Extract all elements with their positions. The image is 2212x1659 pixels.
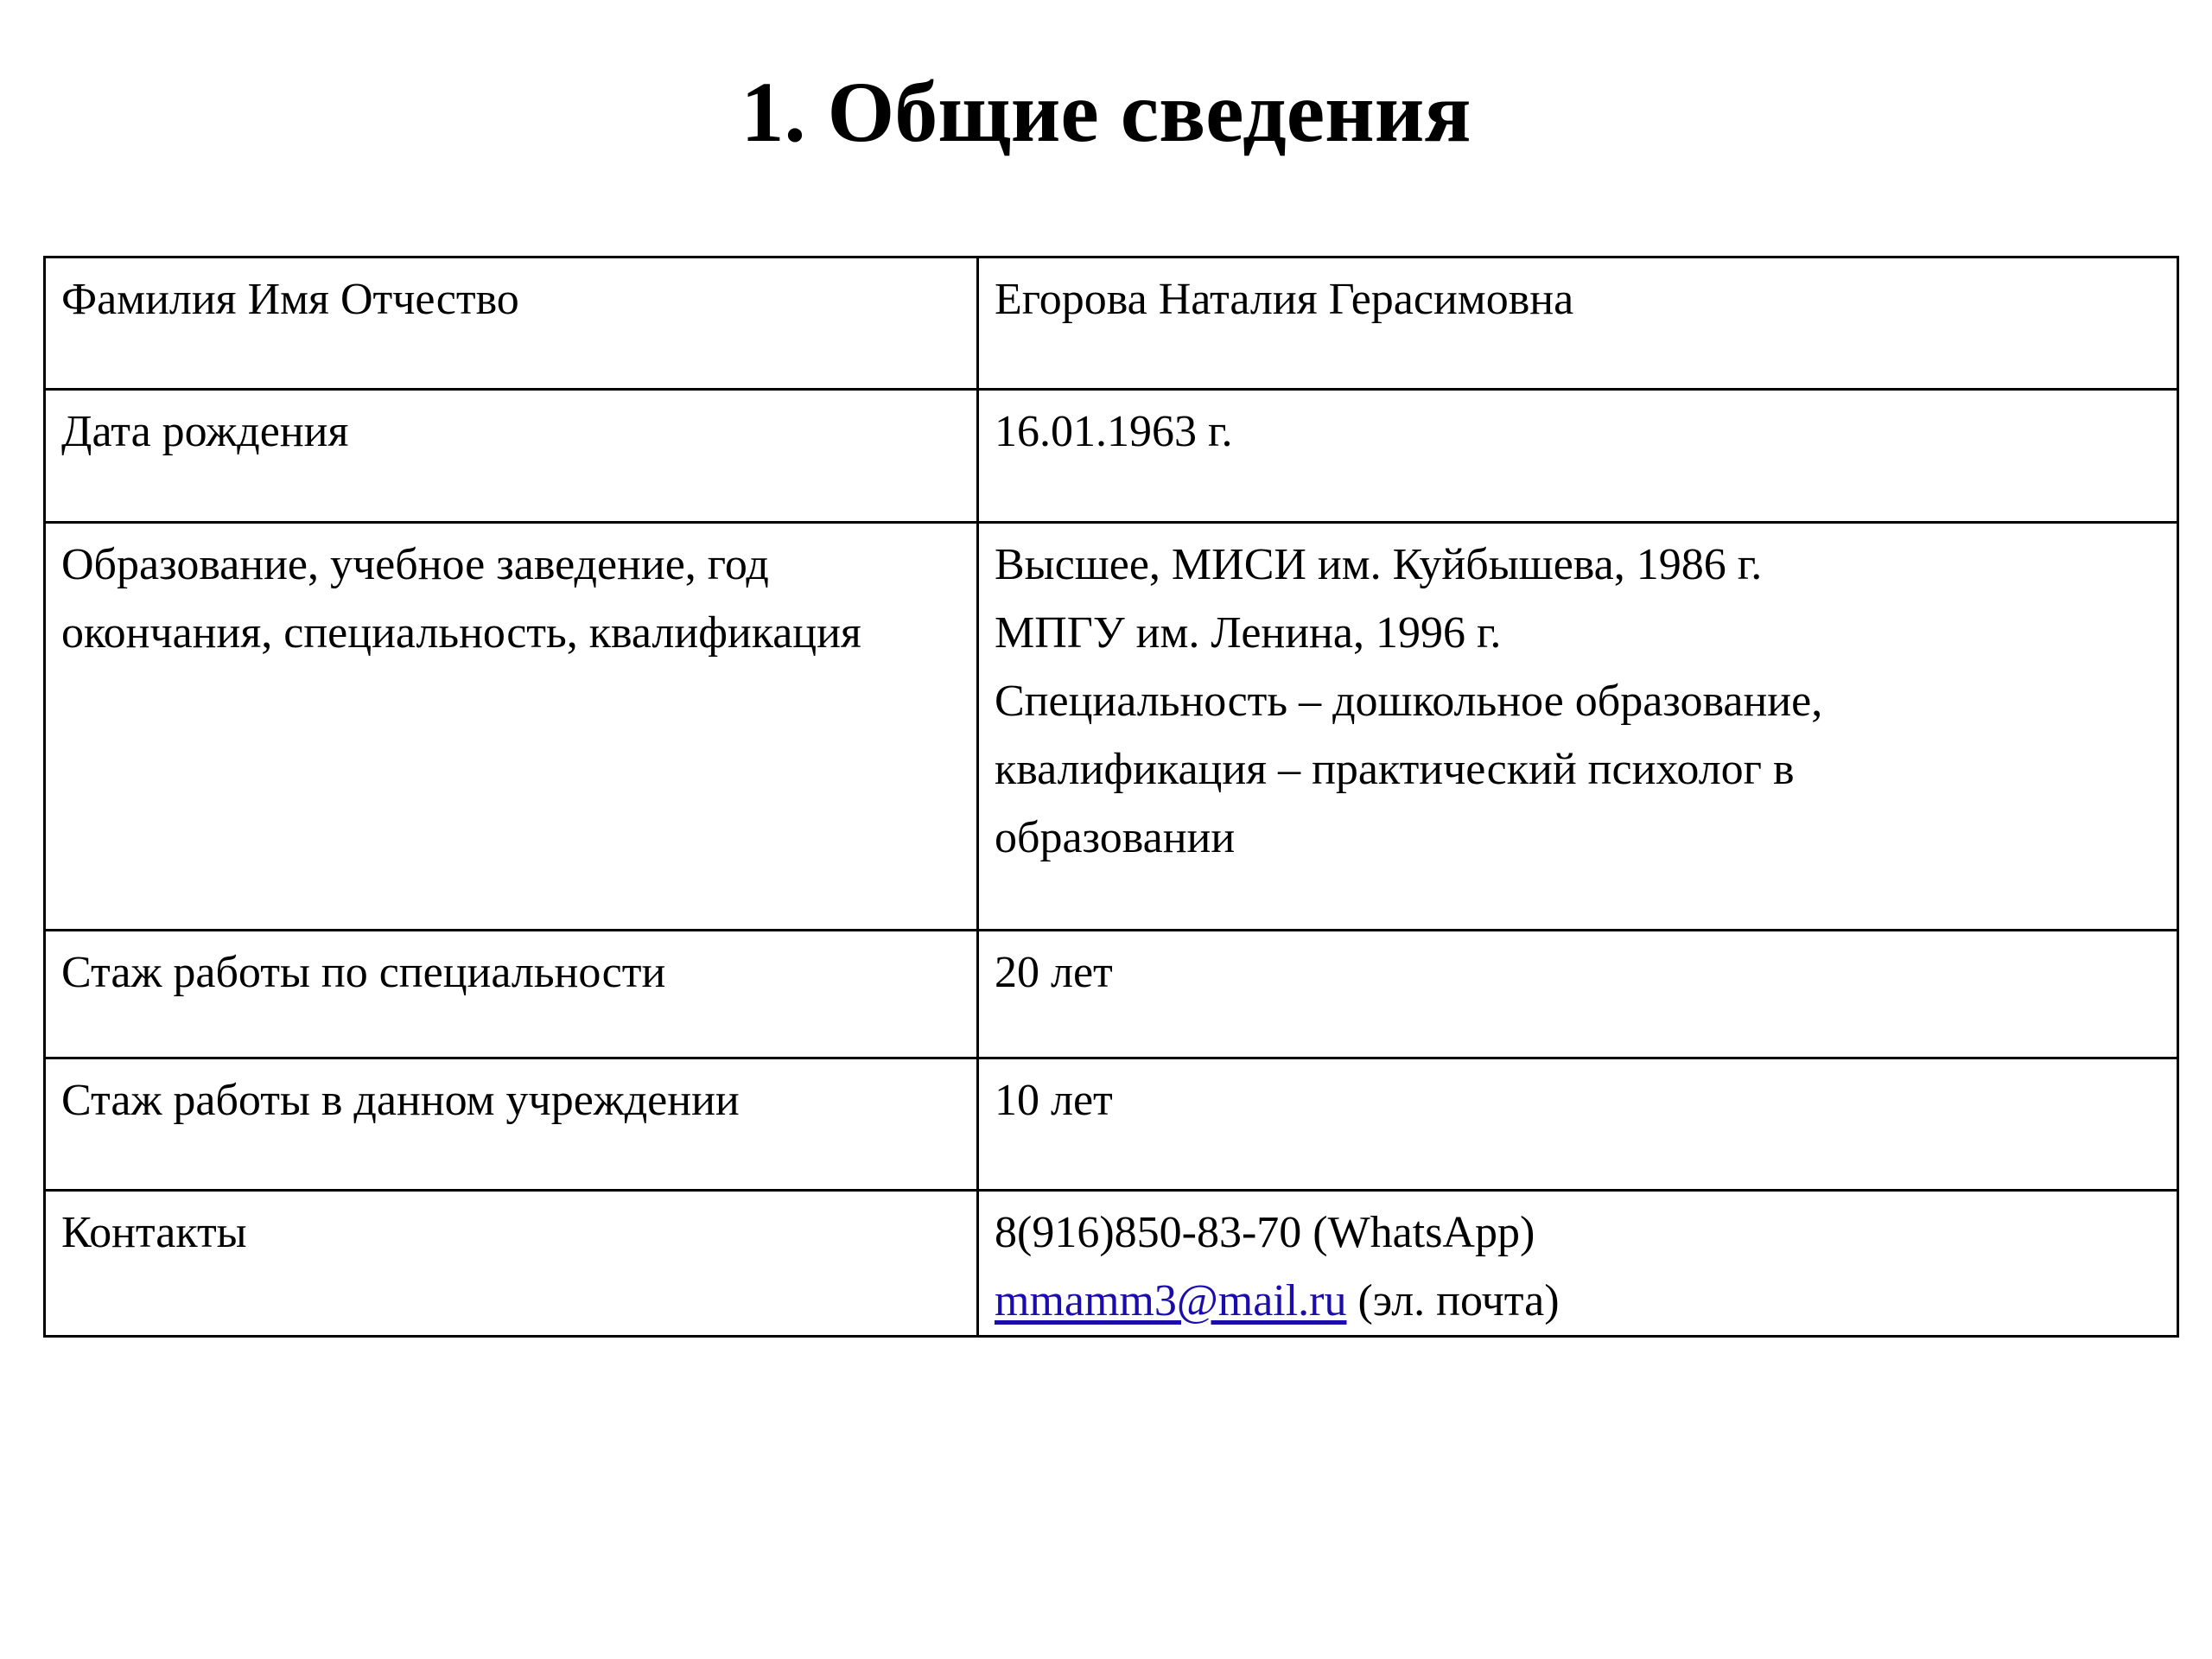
label-education	[45, 523, 978, 931]
label-text: Образование, учебное заведение, год	[61, 540, 769, 589]
email-line	[995, 1267, 2163, 1335]
label-contacts	[45, 1191, 978, 1337]
value-experience-specialty	[978, 931, 2178, 1058]
label-text: окончания, специальность, квалификация	[61, 608, 861, 658]
value-text: квалификация – практический психолог в	[995, 745, 1795, 794]
value-text: Специальность – дошкольное образование,	[995, 677, 1823, 726]
table-row-full-name	[45, 257, 2178, 390]
label-birth-date	[45, 390, 978, 523]
email-suffix: (эл. почта)	[1346, 1276, 1560, 1325]
label-text: Стаж работы в данном учреждении	[61, 1076, 740, 1125]
value-full-name	[978, 257, 2178, 390]
label-experience-specialty	[45, 931, 978, 1058]
table-row-contacts	[45, 1191, 2178, 1337]
value-text: МПГУ им. Ленина, 1996 г.	[995, 608, 1502, 658]
page-title: 1. Общие сведения	[741, 64, 1471, 160]
value-education	[978, 523, 2178, 931]
phone-text: 8(916)850-83-70 (WhatsApp)	[995, 1208, 1535, 1257]
value-text: Высшее, МИСИ им. Куйбышева, 1986 г.	[995, 540, 1763, 589]
label-experience-institution	[45, 1058, 978, 1191]
label-text: Дата рождения	[61, 407, 349, 456]
value-text: 10 лет	[995, 1076, 1113, 1125]
label-text: Фамилия Имя Отчество	[61, 275, 519, 324]
value-experience-institution	[978, 1058, 2178, 1191]
general-info-table	[43, 256, 2179, 1338]
label-text: Контакты	[61, 1208, 247, 1257]
value-birth-date	[978, 390, 2178, 523]
value-text: Егорова Наталия Герасимовна	[995, 275, 1574, 324]
label-text: Стаж работы по специальности	[61, 948, 666, 997]
value-text: образовании	[995, 813, 1236, 862]
value-contacts	[978, 1191, 2178, 1337]
value-text: 16.01.1963 г.	[995, 407, 1233, 456]
value-text: 20 лет	[995, 948, 1113, 997]
table-row-experience-specialty	[45, 931, 2178, 1058]
label-full-name	[45, 257, 978, 390]
table-row-experience-institution	[45, 1058, 2178, 1191]
table-row-birth-date	[45, 390, 2178, 523]
table-row-education	[45, 523, 2178, 931]
email-link[interactable]: mmamm3@mail.ru	[995, 1276, 1347, 1325]
